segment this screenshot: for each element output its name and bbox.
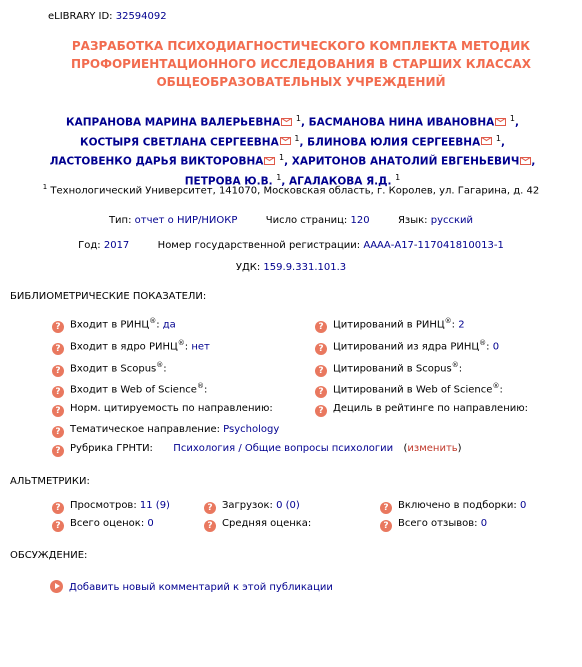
alt-reviews: ? Всего отзывов: 0 xyxy=(380,518,487,532)
help-icon[interactable]: ? xyxy=(52,405,64,417)
core-value: нет xyxy=(191,341,210,353)
email-icon[interactable] xyxy=(280,137,291,145)
affiliation-text: Технологический Университет, 141070, Московская область, г. Королев, ул. Гагарина, д. 42 xyxy=(50,185,540,197)
title-line-2: ПРОФОРИЕНТАЦИОННОГО ИССЛЕДОВАНИЯ В СТАРШИХ КЛАССАХ xyxy=(71,57,531,71)
email-icon[interactable] xyxy=(495,118,506,126)
author-link[interactable]: ЛАСТОВЕНКО ДАРЬЯ ВИКТОРОВНА xyxy=(49,155,264,168)
downloads-value: 0 (0) xyxy=(276,500,300,511)
indicator-cit-core: ? Цитирований из ядра РИНЦ®: 0 xyxy=(315,339,499,355)
indicator-cit-rinc: ? Цитирований в РИНЦ®: 2 xyxy=(315,317,465,333)
cit-rinc-value[interactable]: 2 xyxy=(458,319,465,331)
indicator-cit-scopus: ? Цитирований в Scopus®: xyxy=(315,361,462,377)
grnti-edit-link[interactable]: изменить xyxy=(407,443,458,454)
help-icon[interactable]: ? xyxy=(52,520,64,532)
year-label: Год: xyxy=(78,240,101,251)
affiliation-ref: 1 xyxy=(395,172,401,182)
affiliation xyxy=(0,183,582,196)
language-label: Язык: xyxy=(397,215,428,226)
help-icon[interactable]: ? xyxy=(52,502,64,514)
grnti-separator: / xyxy=(238,443,242,454)
help-icon[interactable]: ? xyxy=(380,520,392,532)
views-value: 11 (9) xyxy=(139,500,170,511)
id-label: eLIBRARY ID: xyxy=(48,11,113,22)
help-icon[interactable]: ? xyxy=(52,426,64,438)
grnti-link-general[interactable]: Общие вопросы психологии xyxy=(244,443,394,454)
author-link[interactable]: БАСМАНОВА НИНА ИВАНОВНА xyxy=(308,116,495,129)
indicator-norm: ? Норм. цитируемость по направлению: xyxy=(52,403,273,417)
help-icon[interactable]: ? xyxy=(380,502,392,514)
alt-views: ? Просмотров: 11 (9) xyxy=(52,500,170,514)
title-line-1: РАЗРАБОТКА ПСИХОДИАГНОСТИЧЕСКОГО КОМПЛЕКТА МЕТОДИК xyxy=(71,39,531,53)
reviews-value: 0 xyxy=(480,518,488,529)
alt-downloads: ? Загрузок: 0 (0) xyxy=(204,500,300,514)
biblio-heading: БИБЛИОМЕТРИЧЕСКИЕ ПОКАЗАТЕЛИ: xyxy=(10,291,207,302)
affiliation-number: 1 xyxy=(42,183,48,191)
indicator-rinc: ? Входит в РИНЦ®: да xyxy=(52,317,176,333)
add-comment-row[interactable] xyxy=(50,580,333,593)
meta-row-type xyxy=(0,215,582,226)
registration-value: АААА-А17-117041810013-1 xyxy=(363,240,504,251)
help-icon[interactable]: ? xyxy=(315,321,327,333)
indicator-core: ? Входит в ядро РИНЦ®: нет xyxy=(52,339,210,355)
help-icon[interactable]: ? xyxy=(315,405,327,417)
indicator-decile: ? Дециль в рейтинге по направлению: xyxy=(315,403,528,417)
author-link[interactable]: ХАРИТОНОВ АНАТОЛИЙ ЕВГЕНЬЕВИЧ xyxy=(291,155,520,168)
email-icon[interactable] xyxy=(264,157,275,165)
indicator-grnti: ? Рубрика ГРНТИ: Психология / Общие вопросы психологии (изменить) xyxy=(52,443,462,457)
discussion-heading: ОБСУЖДЕНИЕ: xyxy=(10,550,88,561)
help-icon[interactable]: ? xyxy=(52,343,64,355)
authors-list: КАПРАНОВА МАРИНА ВАЛЕРЬЕВНА $^1$, БАСМАНОВА НИНА ИВАНОВНА $^1$, КОСТЫРЯ СВЕТЛАНА СЕРГЕЕВНА $^1$, БЛИНОВА ЮЛИЯ СЕРГЕЕВНА $^1$, ЛАСТОВЕНКО ДАРЬЯ ВИКТОРОВНА $^1$, ХАРИТОНОВ АНАТОЛИЙ ЕВГЕНЬЕВИЧ , ПЕТРОВА Ю.В. $^1$, АГАЛАКОВА Я.Д. $^1$ xyxy=(49,114,536,187)
pages-value: 120 xyxy=(350,215,370,226)
registration-label: Номер государственной регистрации: xyxy=(157,240,361,251)
help-icon[interactable]: ? xyxy=(315,365,327,377)
affiliation-ref: 1 xyxy=(279,153,285,162)
grnti-link-psychology[interactable]: Психология xyxy=(173,443,236,454)
add-comment-link[interactable]: Добавить новый комментарий к этой публикации xyxy=(69,582,333,593)
affiliation-ref: 1 xyxy=(495,133,501,143)
author-link[interactable]: АГАЛАКОВА Я.Д. xyxy=(289,175,392,187)
play-icon[interactable] xyxy=(50,580,63,593)
indicator-theme: ? Тематическое направление: Psychology xyxy=(52,424,279,438)
author-link[interactable]: БЛИНОВА ЮЛИЯ СЕРГЕЕВНА xyxy=(307,136,481,148)
collections-value: 0 xyxy=(519,500,527,511)
email-icon[interactable] xyxy=(281,118,292,126)
author-link[interactable]: ПЕТРОВА Ю.В. xyxy=(184,175,273,187)
publication-title xyxy=(56,37,546,91)
meta-row-udk xyxy=(0,262,582,273)
author-link[interactable]: КАПРАНОВА МАРИНА ВАЛЕРЬЕВНА xyxy=(65,116,281,129)
indicator-cit-wos: ? Цитирований в Web of Science®: xyxy=(315,382,503,398)
help-icon[interactable]: ? xyxy=(52,321,64,333)
type-label: Тип: xyxy=(108,215,132,226)
rinc-value: да xyxy=(162,319,176,331)
help-icon[interactable]: ? xyxy=(52,365,64,377)
alt-collections: ? Включено в подборки: 0 xyxy=(380,500,526,514)
help-icon[interactable]: ? xyxy=(52,445,64,457)
affiliation-ref: 1 xyxy=(295,114,301,123)
help-icon[interactable]: ? xyxy=(315,343,327,355)
type-value[interactable]: отчет о НИР/НИОКР xyxy=(134,215,238,226)
help-icon[interactable]: ? xyxy=(204,520,216,532)
cit-core-value: 0 xyxy=(492,341,500,353)
help-icon[interactable]: ? xyxy=(315,386,327,398)
affiliation-ref: 1 xyxy=(276,172,282,182)
pages-label: Число страниц: xyxy=(265,215,348,226)
indicator-scopus: ? Входит в Scopus®: xyxy=(52,361,167,377)
id-value: 32594092 xyxy=(115,11,167,22)
affiliation-ref: 1 xyxy=(294,133,300,143)
email-icon[interactable] xyxy=(520,157,531,165)
elibrary-id xyxy=(48,11,167,22)
affiliation-ref: 1 xyxy=(509,114,516,123)
udk-value: 159.9.331.101.3 xyxy=(263,262,347,273)
language-value: русский xyxy=(430,215,474,226)
indicator-wos: ? Входит в Web of Science®: xyxy=(52,382,207,398)
alt-ratings: ? Всего оценок: 0 xyxy=(52,518,154,532)
title-line-3: ОБЩЕОБРАЗОВАТЕЛЬНЫХ УЧРЕЖДЕНИЙ xyxy=(156,75,446,89)
ratings-value: 0 xyxy=(147,518,154,529)
author-link[interactable]: КОСТЫРЯ СВЕТЛАНА СЕРГЕЕВНА xyxy=(80,136,279,148)
email-icon[interactable] xyxy=(481,137,492,145)
help-icon[interactable]: ? xyxy=(52,386,64,398)
alt-heading: АЛЬТМЕТРИКИ: xyxy=(10,476,90,487)
help-icon[interactable]: ? xyxy=(204,502,216,514)
meta-row-year xyxy=(0,240,582,251)
alt-average: ? Средняя оценка: xyxy=(204,518,311,532)
year-value: 2017 xyxy=(103,240,130,251)
udk-label: УДК: xyxy=(235,262,261,273)
theme-value[interactable]: Psychology xyxy=(223,424,280,435)
